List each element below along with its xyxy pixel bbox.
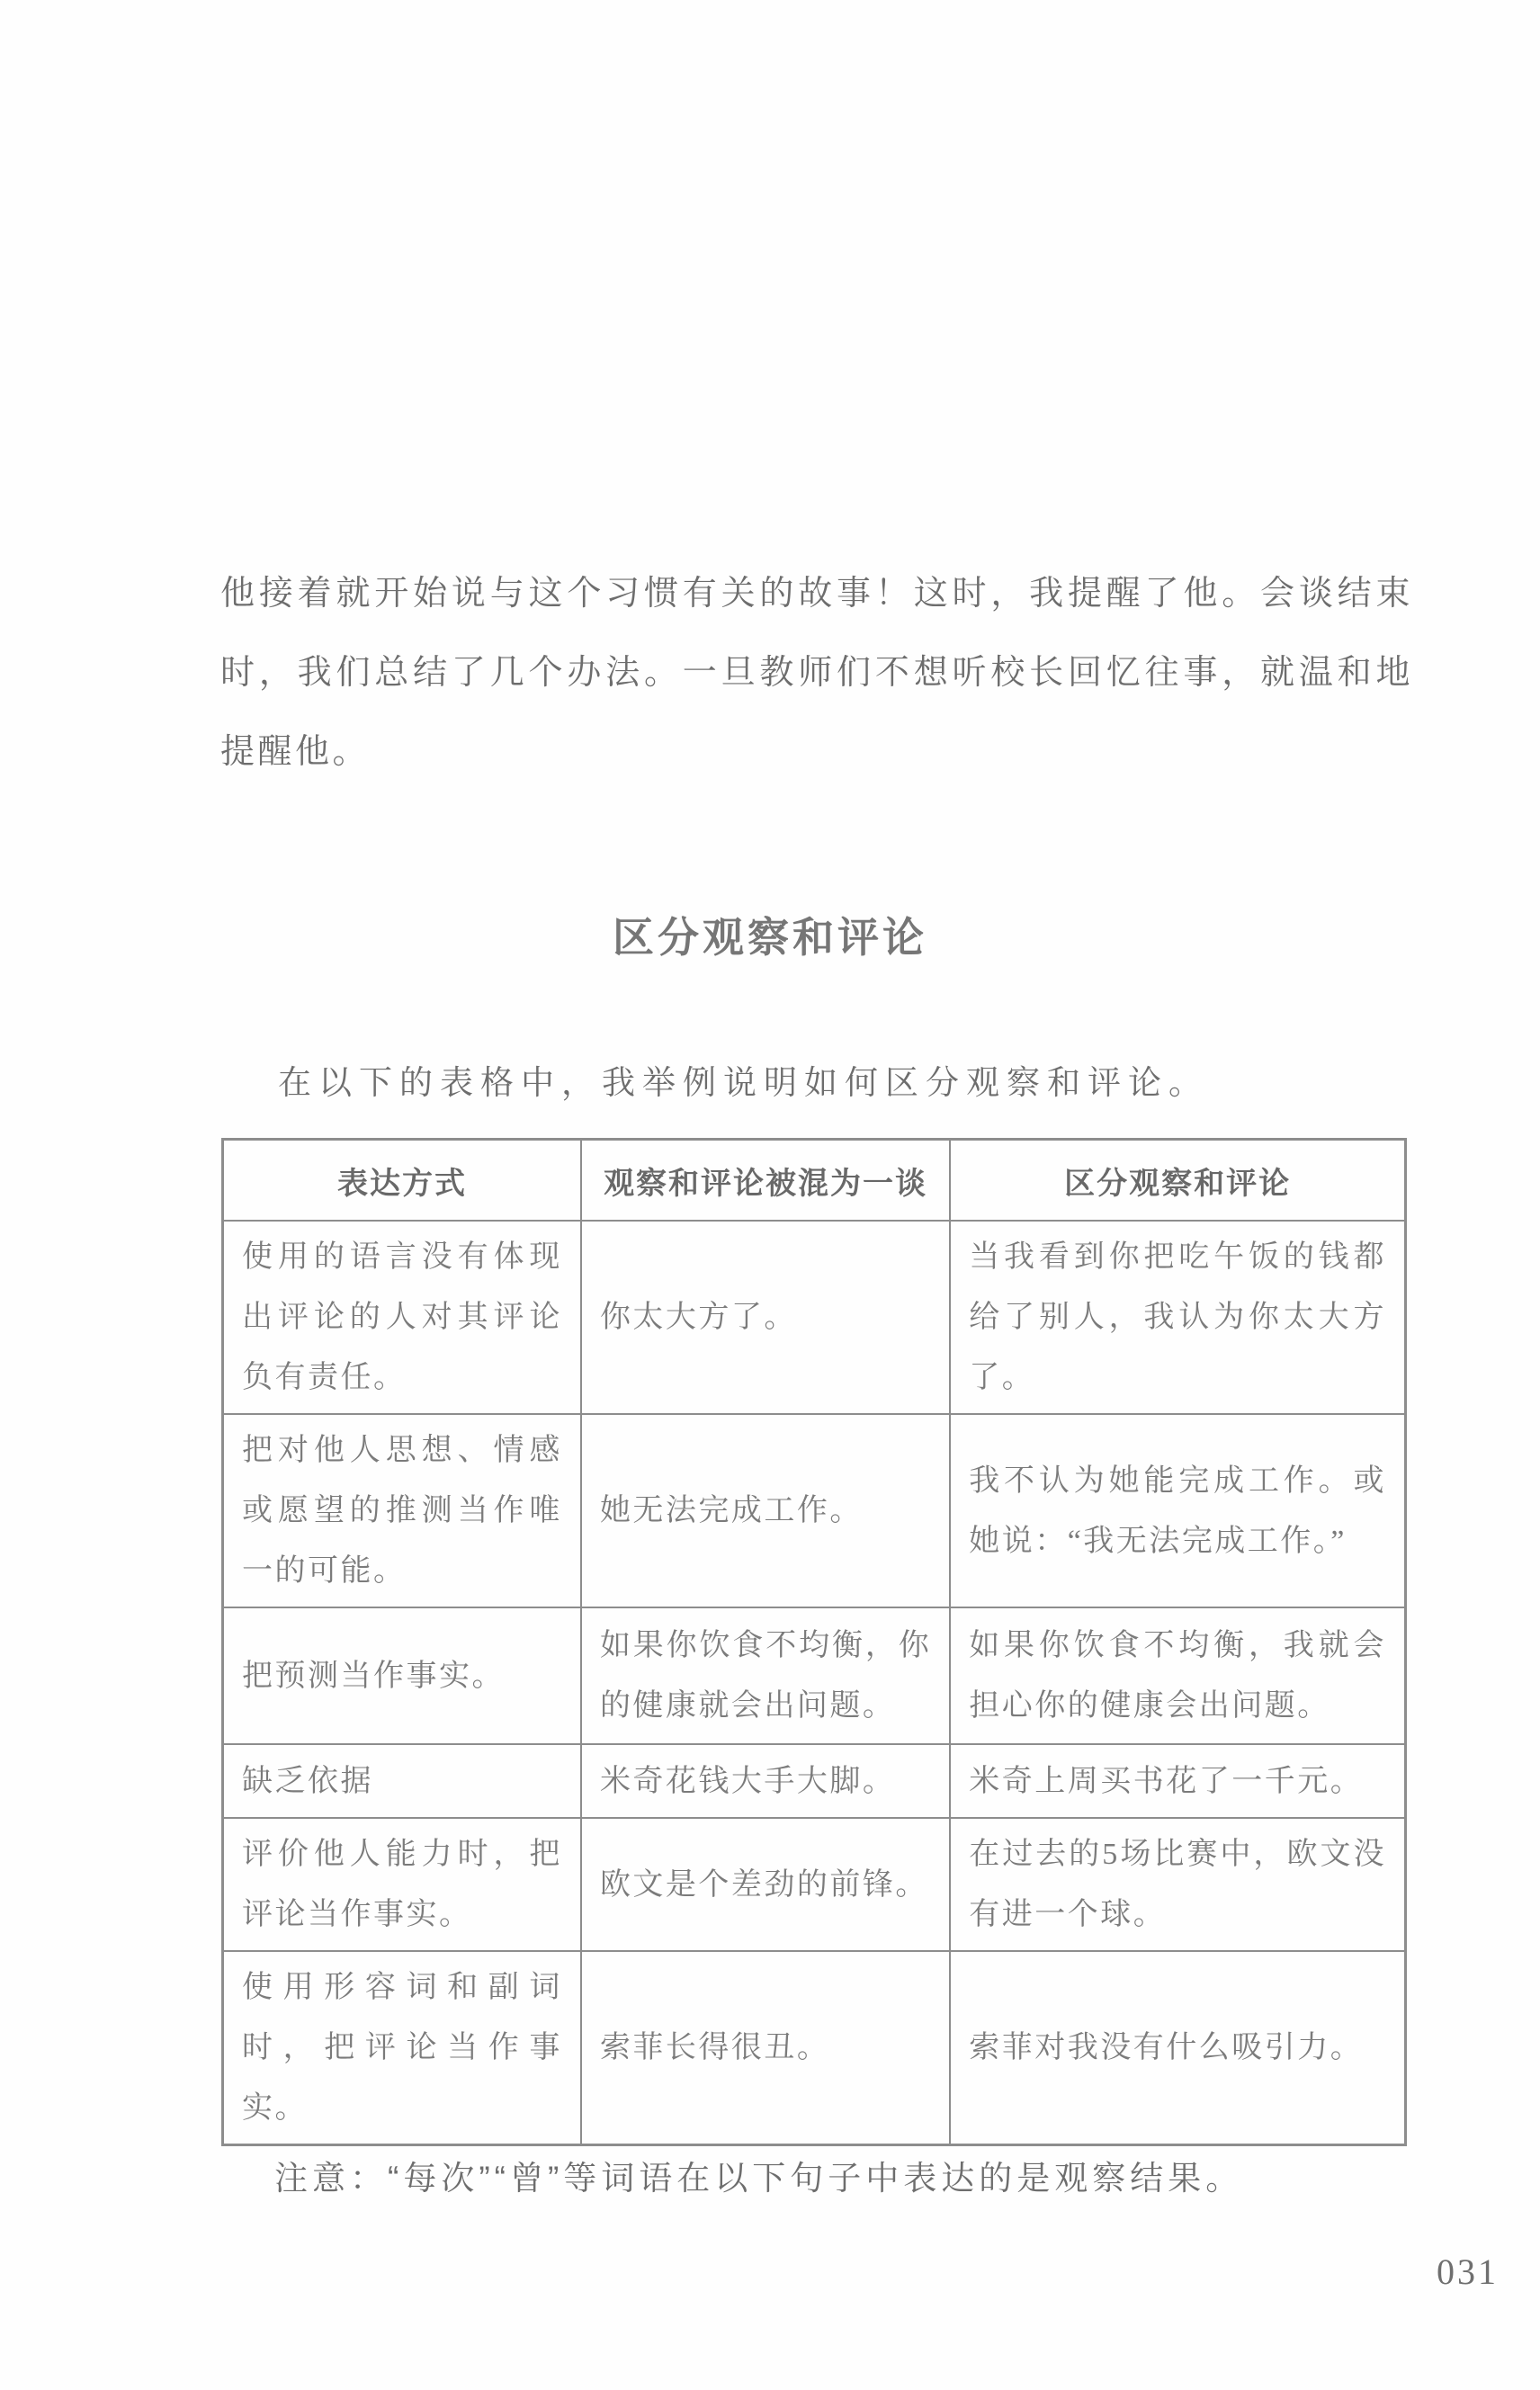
table-cell: 索菲长得很丑。 [581, 1951, 950, 2145]
table-cell: 使用形容词和副词时，把评论当作事实。 [223, 1951, 581, 2145]
table-cell: 欧文是个差劲的前锋。 [581, 1818, 950, 1951]
table-row [223, 1607, 1406, 1744]
table-cell: 她无法完成工作。 [581, 1414, 950, 1607]
page-number: 031 [1437, 2251, 1499, 2292]
section-heading: 区分观察和评论 [613, 913, 927, 961]
observation-vs-evaluation-table [221, 1138, 1407, 2146]
table-cell: 当我看到你把吃午饭的钱都给了别人，我认为你太大方了。 [950, 1221, 1405, 1414]
table-cell: 把对他人思想、情感或愿望的推测当作唯一的可能。 [223, 1414, 581, 1607]
table-row [223, 1818, 1406, 1951]
column-header-separated: 区分观察和评论 [950, 1140, 1405, 1222]
table-row [223, 1414, 1406, 1607]
table-cell: 我不认为她能完成工作。或她说：“我无法完成工作。” [950, 1414, 1405, 1607]
table-row [223, 1744, 1406, 1818]
table-cell: 米奇上周买书花了一千元。 [950, 1744, 1405, 1818]
column-header-mixed: 观察和评论被混为一谈 [581, 1140, 950, 1222]
body-paragraph: 他接着就开始说与这个习惯有关的故事！这时，我提醒了他。会谈结束时，我们总结了几个办法。一旦教师们不想听校长回忆往事，就温和地提醒他。 [220, 575, 1413, 771]
table-intro-sentence: 在以下的表格中，我举例说明如何区分观察和评论。 [278, 1064, 1209, 1101]
column-header-expression: 表达方式 [223, 1140, 581, 1222]
table-cell: 把预测当作事实。 [223, 1607, 581, 1744]
table-cell: 你太大方了。 [581, 1221, 950, 1414]
footnote-sentence: 注意：“每次”“曾”等词语在以下句子中表达的是观察结果。 [274, 2160, 1244, 2197]
table-cell: 在过去的5场比赛中，欧文没有进一个球。 [950, 1818, 1405, 1951]
table-cell: 缺乏依据 [223, 1744, 581, 1818]
table-header-row [223, 1140, 1406, 1222]
table-cell: 米奇花钱大手大脚。 [581, 1744, 950, 1818]
table-cell: 评价他人能力时，把评论当作事实。 [223, 1818, 581, 1951]
table-row [223, 1221, 1406, 1414]
table-row [223, 1951, 1406, 2145]
table-cell: 如果你饮食不均衡，你的健康就会出问题。 [581, 1607, 950, 1744]
table-cell: 使用的语言没有体现出评论的人对其评论负有责任。 [223, 1221, 581, 1414]
table-cell: 如果你饮食不均衡，我就会担心你的健康会出问题。 [950, 1607, 1405, 1744]
table-cell: 索菲对我没有什么吸引力。 [950, 1951, 1405, 2145]
